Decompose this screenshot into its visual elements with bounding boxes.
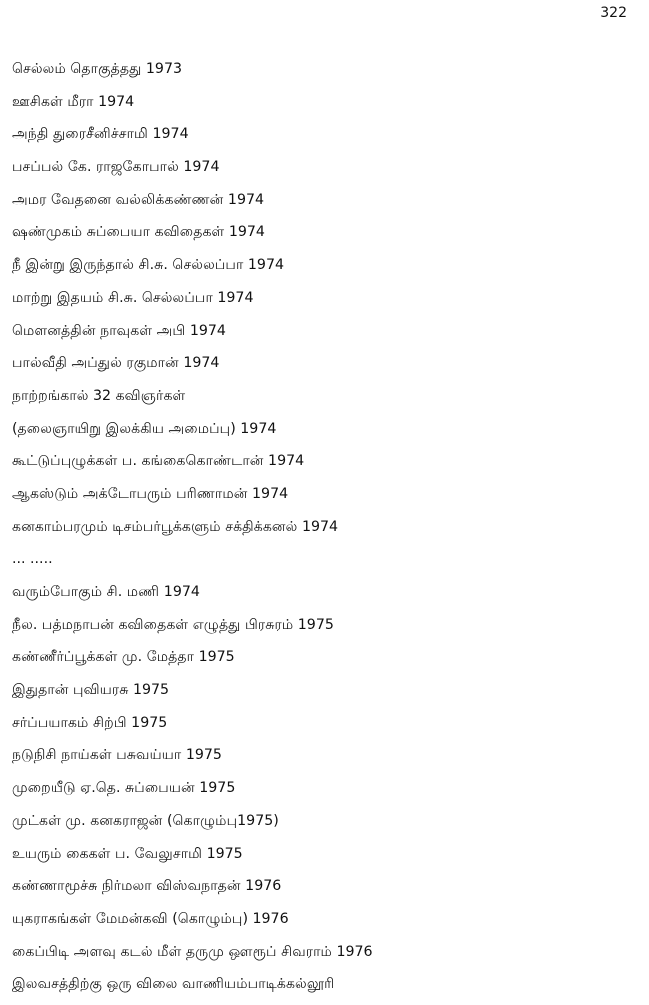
list-item: வரும்போகும் சி. மணி 1974 <box>12 584 200 600</box>
list-item: கூட்டுப்புழுக்கள் ப. கங்கைகொண்டான் 1974 <box>12 453 305 470</box>
list-item: அமர வேதனை வல்லிக்கண்ணன் 1974 <box>12 191 265 208</box>
list-item: இலவசத்திற்கு ஒரு விலை வாணியம்பாடிக்கல்லூரி <box>12 976 335 993</box>
list-item: சர்ப்பயாகம் சிற்பி 1975 <box>12 714 168 731</box>
list-item: மாற்று இதயம் சி.சு. செல்லப்பா 1974 <box>12 289 254 306</box>
list-item: பசப்பல் கே. ராஜகோபால் 1974 <box>12 159 220 176</box>
bibliography-list <box>12 57 639 1005</box>
list-item: யுகராகங்கள் மேமன்கவி (கொழும்பு) 1976 <box>12 910 289 927</box>
list-item: நீல. பத்மநாபன் கவிதைகள் எழுத்து பிரசுரம் 1975 <box>12 616 334 633</box>
list-item: நாற்றங்கால் 32 கவிஞர்கள் <box>12 387 186 404</box>
list-item: கனகாம்பரமும் டிசம்பர்பூக்களும் சக்திக்கனல் 1974 <box>12 518 339 535</box>
list-item: கண்ணாமூச்சு நிர்மலா விஸ்வநாதன் 1976 <box>12 878 282 895</box>
list-item: உயரும் கைகள் ப. வேலுசாமி 1975 <box>12 845 243 862</box>
list-item: ஷண்முகம் சுப்பையா கவிதைகள் 1974 <box>12 224 265 241</box>
list-item: ஆகஸ்டும் அக்டோபரும் பரிணாமன் 1974 <box>12 485 289 502</box>
list-item: பால்வீதி அப்துல் ரகுமான் 1974 <box>12 355 220 372</box>
list-item: அந்தி துரைசீனிச்சாமி 1974 <box>12 126 189 143</box>
list-item: நடுநிசி நாய்கள் பசுவய்யா 1975 <box>12 747 222 764</box>
list-item: கைப்பிடி அளவு கடல் மீள் தருமு ஔரூப் சிவராம் 1976 <box>12 943 373 960</box>
list-item: நீ இன்று இருந்தால் சி.சு. செல்லப்பா 1974 <box>12 257 285 274</box>
list-item: இதுதான் புவியரசு 1975 <box>12 682 170 699</box>
list-item: செல்லம் தொகுத்தது 1973 <box>12 61 183 77</box>
list-item: மௌனத்தின் நாவுகள் அபி 1974 <box>12 322 226 339</box>
list-item: (தலைஞாயிறு இலக்கிய அமைப்பு) 1974 <box>12 420 277 437</box>
list-item: ... ..... <box>12 551 53 568</box>
list-item: கண்ணீர்ப்பூக்கள் மு. மேத்தா 1975 <box>12 649 235 666</box>
list-item: ஊசிகள் மீரா 1974 <box>12 93 135 110</box>
page-number: 322 <box>600 5 627 21</box>
list-item: முட்கள் மு. கனகராஜன் (கொழும்பு1975) <box>12 812 279 829</box>
list-item: முறையீடு ஏ.தெ. சுப்பையன் 1975 <box>12 780 236 797</box>
